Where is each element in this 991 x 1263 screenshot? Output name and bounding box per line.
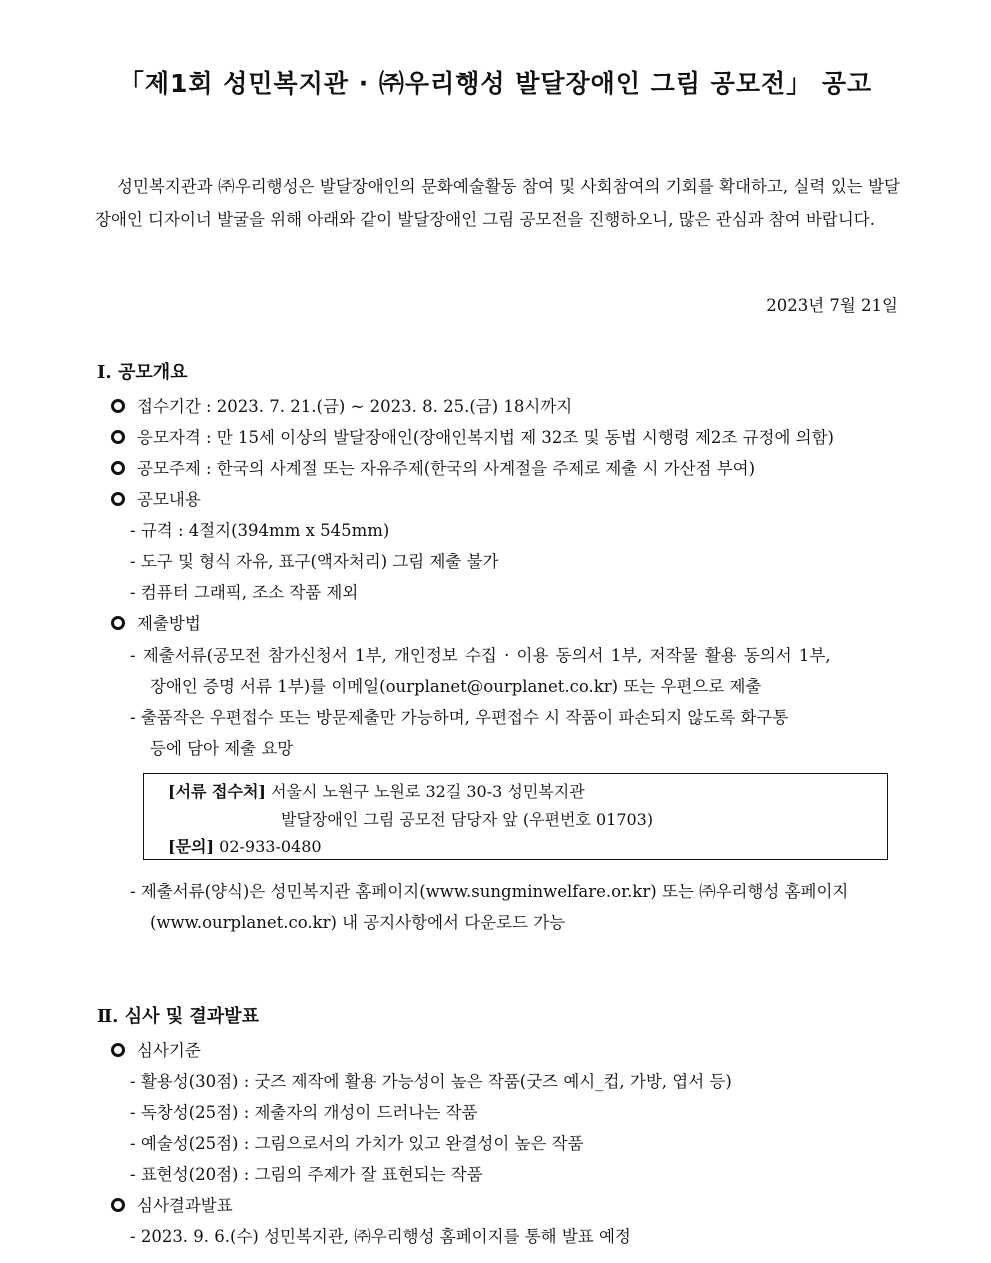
- criteria-title: 심사기준: [111, 1037, 201, 1061]
- criteria-item-expression: - 표현성(20점) : 그림의 주제가 잘 표현되는 작품: [130, 1165, 483, 1184]
- result-item: - 2023. 9. 6.(수) 성민복지관, ㈜우리행성 홈페이지를 통해 발표 예정: [130, 1227, 631, 1246]
- eligibility-item: 응모자격 : 만 15세 이상의 발달장애인(장애인복지법 제 32조 및 동법 시행령 제2조 규정에 의함): [111, 424, 834, 448]
- method-documents-line2: 장애인 증명 서류 1부)를 이메일(ourplanet@ourplanet.co.kr) 또는 우편으로 제출: [150, 677, 762, 696]
- result-title: 심사결과발표: [111, 1192, 233, 1216]
- submission-info-box: [143, 773, 888, 860]
- page-title: 「제1회 성민복지관 · ㈜우리행성 발달장애인 그림 공모전」 공고: [118, 69, 873, 98]
- circle-bullet-icon: [111, 1043, 125, 1057]
- criteria-item-artistry: - 예술성(25점) : 그림으로서의 가치가 있고 완결성이 높은 작품: [130, 1134, 584, 1153]
- method-title: 제출방법: [111, 610, 201, 634]
- download-line1: - 제출서류(양식)은 성민복지관 홈페이지(www.sungminwelfare.or.kr) 또는 ㈜우리행성 홈페이지: [130, 882, 849, 901]
- content-item-tools: - 도구 및 형식 자유, 표구(액자처리) 그림 제출 불가: [130, 552, 499, 571]
- content-item-size: - 규격 : 4절지(394mm x 545mm): [130, 521, 390, 540]
- method-artwork-line1: - 출품작은 우편접수 또는 방문제출만 가능하며, 우편접수 시 작품이 파손되지 않도록 화구통: [130, 708, 789, 727]
- criteria-item-usability: - 활용성(30점) : 굿즈 제작에 활용 가능성이 높은 작품(굿즈 예시_컵, 가방, 엽서 등): [130, 1072, 732, 1091]
- download-line2: (www.ourplanet.co.kr) 내 공지사항에서 다운로드 가능: [150, 913, 566, 932]
- intro-paragraph: 성민복지관과 ㈜우리행성은 발달장애인의 문화예술활동 참여 및 사회참여의 기회를 확대하고, 실력 있는 발달장애인 디자이너 발굴을 위해 아래와 같이 발달장애인 그림 공모전을 진행하오니, 많은 관심과 참여 바랍니다.: [95, 177, 900, 229]
- content-title: 공모내용: [111, 486, 201, 510]
- criteria-item-originality: - 독창성(25점) : 제출자의 개성이 드러나는 작품: [130, 1103, 478, 1122]
- circle-bullet-icon: [111, 399, 125, 413]
- contact-line: [문의] 02-933-0480: [168, 837, 322, 856]
- announcement-date: 2023년 7월 21일: [766, 296, 898, 315]
- circle-bullet-icon: [111, 492, 125, 506]
- period-item: 접수기간 : 2023. 7. 21.(금) ~ 2023. 8. 25.(금) 18시까지: [111, 393, 572, 417]
- method-documents-line1: - 제출서류(공모전 참가신청서 1부, 개인정보 수집 · 이용 동의서 1부, 저작물 활용 동의서 1부,: [130, 646, 831, 665]
- method-artwork-line2: 등에 담아 제출 요망: [150, 739, 294, 758]
- section-2-heading: Ⅱ. 심사 및 결과발표: [97, 1006, 259, 1027]
- theme-item: 공모주제 : 한국의 사계절 또는 자유주제(한국의 사계절을 주제로 제출 시 가산점 부여): [111, 455, 755, 479]
- address-line2: 발달장애인 그림 공모전 담당자 앞 (우편번호 01703): [281, 810, 654, 829]
- section-1-heading: Ⅰ. 공모개요: [97, 362, 188, 383]
- circle-bullet-icon: [111, 616, 125, 630]
- content-item-exclusion: - 컴퓨터 그래픽, 조소 작품 제외: [130, 583, 359, 602]
- circle-bullet-icon: [111, 461, 125, 475]
- circle-bullet-icon: [111, 430, 125, 444]
- circle-bullet-icon: [111, 1198, 125, 1212]
- address-line1: [서류 접수처] 서울시 노원구 노원로 32길 30-3 성민복지관: [168, 782, 585, 801]
